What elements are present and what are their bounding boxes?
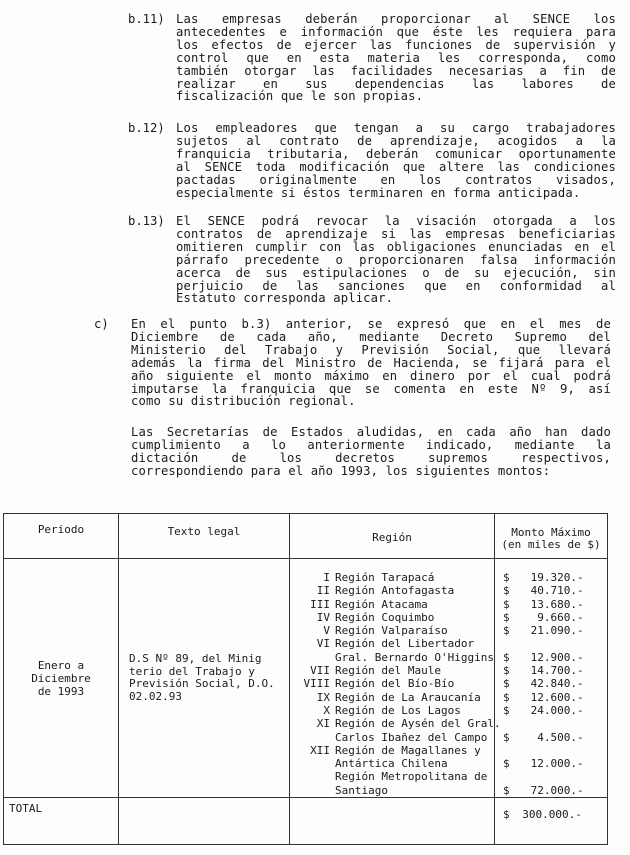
total-empty-cell <box>290 798 495 845</box>
region-number: III <box>310 597 330 611</box>
amount-line <box>495 770 607 783</box>
header-monto: Monto Máximo (en miles de $) <box>495 514 608 559</box>
amount-currency: $ <box>503 584 510 598</box>
region-number: VII <box>310 664 330 678</box>
text-line: acerca de sus estipulaciones o de su ejecución, sin <box>176 265 616 280</box>
periodo-cell <box>4 559 119 798</box>
amount-value: 40.710.- <box>530 584 584 598</box>
text-line: párrafo precedente o proporcionaren falsa información <box>176 252 616 267</box>
region-line <box>290 784 494 797</box>
paragraph-secretarias <box>131 426 611 478</box>
amount-value: 12.600.- <box>530 690 584 704</box>
region-number: I <box>323 571 330 584</box>
region-name: Región Valparaíso <box>335 624 448 638</box>
texto-legal-lines <box>129 653 289 703</box>
region-line <box>290 677 494 690</box>
amount-value: 12.000.- <box>530 757 584 771</box>
cell-line: D.S Nº 89, del Minig <box>129 652 262 666</box>
region-number: IX <box>316 690 330 704</box>
amount-currency: $ <box>503 677 510 691</box>
amount-value: 72.000.- <box>530 783 584 797</box>
amount-line <box>495 624 607 637</box>
text-line: realizar en sus dependencias las labores de <box>176 76 616 91</box>
cell-line: Enero a <box>37 658 85 672</box>
region-line <box>290 691 494 704</box>
amount-currency: $ <box>503 730 510 744</box>
region-line <box>290 757 494 770</box>
region-number: V <box>323 624 330 638</box>
region-name: Región de Aysén del Gral. <box>335 717 501 731</box>
region-name: Región Metropolitana de <box>335 770 488 784</box>
amount-line <box>495 677 607 690</box>
paragraph-b11 <box>176 13 616 103</box>
region-line <box>290 717 501 731</box>
region-line <box>290 744 494 757</box>
paragraph-b12 <box>176 122 616 199</box>
amount-value: 24.000.- <box>530 703 584 717</box>
cell-line: de 1993 <box>37 684 85 698</box>
region-line <box>290 584 494 597</box>
region-number: II <box>316 584 330 598</box>
amount-value: 4.500.- <box>537 730 584 744</box>
region-line <box>290 731 494 744</box>
region-name: Región de La Araucanía <box>335 690 481 704</box>
text-line: dictación de los decretos supremos respectivos, <box>131 450 611 465</box>
text-line: Estatuto corresponda aplicar. <box>176 291 394 306</box>
total-currency: $ <box>503 808 510 822</box>
text-line: como su distribución regional. <box>131 394 356 409</box>
header-texto-legal: Texto legal <box>119 514 290 559</box>
region-name: Santiago <box>335 783 388 797</box>
text-line: Las Secretarías de Estados aludidas, en cada año han dado <box>131 425 611 439</box>
text-line: especialmente si éstos terminaren en forma anticipada. <box>176 185 581 200</box>
amount-list <box>495 571 607 797</box>
region-line <box>290 598 494 611</box>
amount-currency: $ <box>503 783 510 797</box>
text-line: contratos de aprendizaje si las empresas beneficiarias <box>176 226 616 241</box>
montos-table <box>3 513 608 845</box>
total-amount: 300.000.- <box>522 808 582 822</box>
monto-cell <box>495 559 608 798</box>
region-name: Región Atacama <box>335 597 428 611</box>
text-line: pactadas originalmente en los contratos visados, <box>176 172 616 187</box>
table-total-row <box>4 798 608 845</box>
amount-currency: $ <box>503 597 510 611</box>
item-label-b13: b.13) <box>128 214 165 228</box>
region-name: Antártica Chilena <box>335 757 448 771</box>
text-line: omitieren cumplir con las obligaciones enunciadas en el <box>176 239 616 254</box>
cell-line: terio del Trabajo y <box>129 664 255 678</box>
text-line: también otorgar las facilidades necesarias a fin de <box>176 63 616 78</box>
item-label-b12: b.12) <box>128 121 165 135</box>
region-cell <box>290 559 501 798</box>
amount-line <box>495 757 607 770</box>
amount-currency: $ <box>503 664 510 678</box>
amount-currency: $ <box>503 690 510 704</box>
region-name: Gral. Bernardo O'Higgins <box>335 650 494 664</box>
text-line: perjuicio de las sanciones que en conformidad al <box>176 278 616 293</box>
amount-line <box>495 704 607 717</box>
region-number: VI <box>316 637 330 651</box>
item-label-b11: b.11) <box>128 12 165 26</box>
amount-line <box>495 651 607 664</box>
text-line: Los empleadores que tengan a su cargo trabajadores <box>176 121 616 135</box>
table-header-row <box>4 514 608 559</box>
amount-value: 14.700.- <box>530 664 584 678</box>
text-line: franquicia tributaria, deberán comunicar oportunamente <box>176 146 616 161</box>
table-body-row <box>4 559 608 798</box>
amount-line <box>495 691 607 704</box>
total-empty-cell <box>119 798 290 845</box>
text-line: además la firma del Ministro de Hacienda, se fijará para el <box>131 355 611 370</box>
cell-line: 02.02.93 <box>129 689 182 703</box>
amount-value: 9.660.- <box>537 610 584 624</box>
total-label-cell <box>4 798 119 845</box>
paragraph-b13 <box>176 215 616 305</box>
region-line <box>290 770 494 783</box>
region-line <box>290 664 494 677</box>
amount-line <box>495 784 607 797</box>
text-line: los efectos de ejercer las funciones de supervisión y <box>176 37 616 52</box>
region-number: VIII <box>303 677 330 691</box>
amount-line <box>495 744 607 757</box>
amount-line <box>495 571 607 584</box>
amount-line <box>495 584 607 597</box>
amount-value: 21.090.- <box>530 624 584 638</box>
region-line <box>290 651 494 664</box>
amount-currency: $ <box>503 624 510 638</box>
region-line <box>290 624 494 637</box>
text-line: En el punto b.3) anterior, se expresó que en el mes de <box>131 317 611 331</box>
amount-currency: $ <box>503 571 510 584</box>
region-name: Región de Los Lagos <box>335 703 461 717</box>
amount-value: 42.840.- <box>530 677 584 691</box>
texto-legal-cell <box>119 559 290 798</box>
text-line: sujetos al contrato de aprendizaje, acogidos a la <box>176 133 616 148</box>
amount-currency: $ <box>503 703 510 717</box>
cell-line: Diciembre <box>31 671 91 685</box>
amount-value: 12.900.- <box>530 650 584 664</box>
region-name: Región de Magallanes y <box>335 743 481 757</box>
header-periodo: Periodo <box>4 514 119 559</box>
paragraph-c <box>131 318 611 408</box>
region-number: X <box>323 703 330 717</box>
region-name: Región Tarapacá <box>335 571 435 584</box>
amount-value: 19.320.- <box>530 571 584 584</box>
region-name: Región del Maule <box>335 664 441 678</box>
text-line: año siguiente el monto máximo en dinero por el cual podrá <box>131 368 611 383</box>
region-number: XI <box>316 717 330 731</box>
item-label-c: c) <box>94 317 109 331</box>
text-line: cumplimiento a lo anteriormente indicado, mediante la <box>131 437 611 452</box>
region-line <box>290 571 494 584</box>
amount-line <box>495 611 607 624</box>
amount-line <box>495 664 607 677</box>
region-number: IV <box>316 610 330 624</box>
region-line <box>290 637 494 650</box>
region-name: Región Coquimbo <box>335 610 435 624</box>
header-region: Región <box>290 514 495 559</box>
total-label: TOTAL <box>9 802 43 816</box>
amount-currency: $ <box>503 650 510 664</box>
text-line: al SENCE toda modificación que altere las condiciones <box>176 159 616 174</box>
text-line: Las empresas deberán proporcionar al SENCE los <box>176 12 616 26</box>
text-line: imputarse la franquicia que se comenta en este Nº 9, así <box>131 381 611 396</box>
amount-line <box>495 731 607 744</box>
cell-line: Previsión Social, D.O. <box>129 677 275 691</box>
text-line: Diciembre de cada año, mediante Decreto Supremo del <box>131 329 611 344</box>
amount-line <box>495 717 607 730</box>
amount-line <box>495 637 607 650</box>
text-line: correspondiendo para el año 1993, los siguientes montos: <box>131 463 551 478</box>
region-number: XII <box>310 743 330 757</box>
amount-currency: $ <box>503 610 510 624</box>
region-name: Carlos Ibañez del Campo <box>335 730 488 744</box>
total-amount-cell <box>495 798 608 845</box>
region-line <box>290 704 494 717</box>
amount-line <box>495 598 607 611</box>
periodo-lines <box>4 659 118 698</box>
region-name: Región Antofagasta <box>335 584 455 598</box>
text-line: antecedentes e información que éste les requiera para <box>176 24 616 39</box>
amount-currency: $ <box>503 757 510 771</box>
text-line: Ministerio del Trabajo y Previsión Social, que llevará <box>131 342 611 357</box>
region-name: Región del Libertador <box>335 637 475 651</box>
region-line <box>290 611 494 624</box>
text-line: fiscalización que le son propias. <box>176 89 424 104</box>
text-line: control que en esta materia les corresponda, como <box>176 50 616 65</box>
region-name: Región del Bío-Bío <box>335 677 455 691</box>
amount-value: 13.680.- <box>530 597 584 611</box>
text-line: El SENCE podrá revocar la visación otorgada a los <box>176 214 616 228</box>
region-list <box>290 571 501 797</box>
